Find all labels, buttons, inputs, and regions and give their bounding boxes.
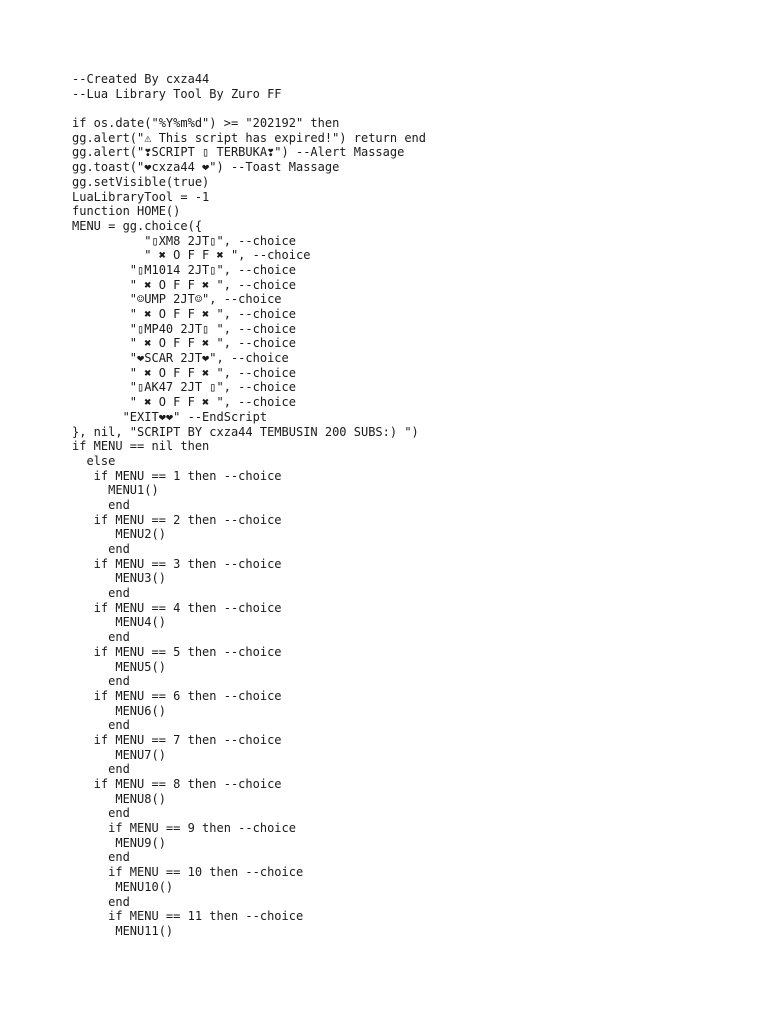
code-line: if MENU == 8 then --choice — [72, 777, 282, 791]
code-line: end — [72, 894, 130, 909]
code-line: "EXIT❤❤" --EndScript — [72, 409, 268, 424]
code-line: MENU4() — [72, 615, 166, 630]
code-line: end — [72, 497, 130, 512]
code-line: MENU11() — [72, 923, 174, 938]
code-line: gg.alert("⚠ This script has expired!") return end — [72, 130, 427, 145]
code-line: " ✖ O F F ✖ ", --choice — [72, 395, 296, 410]
code-line: MENU10() — [72, 879, 174, 894]
code-line: " ✖ O F F ✖ ", --choice — [72, 365, 296, 380]
code-line: if MENU == 6 then --choice — [72, 688, 282, 703]
code-line: "☺UMP 2JT☺", --choice — [72, 292, 282, 307]
code-line: MENU = gg.choice({ — [72, 218, 203, 233]
code-line: end — [72, 762, 130, 777]
code-line: " ✖ O F F ✖ ", --choice — [72, 248, 311, 263]
code-line: MENU1() — [72, 483, 159, 498]
code-line: if MENU == 4 then --choice — [72, 600, 282, 615]
code-line: end — [72, 718, 130, 733]
code-line: }, nil, "SCRIPT BY cxza44 TEMBUSIN 200 SUBS:) ") — [72, 424, 419, 439]
code-line: if MENU == 10 then --choice — [72, 865, 304, 880]
code-line: LuaLibraryTool = -1 — [72, 189, 210, 204]
code-line: gg.alert("❣SCRIPT ▯ TERBUKA❣") --Alert Massage — [72, 145, 405, 160]
code-line: gg.toast("❤cxza44 ❤") --Toast Massage — [72, 160, 340, 175]
code-line: MENU3() — [72, 571, 166, 586]
code-line: MENU2() — [72, 527, 166, 542]
code-line: MENU5() — [72, 659, 166, 674]
code-line: "▯MP40 2JT▯ ", --choice — [72, 321, 296, 336]
code-line: if MENU == 11 then --choice — [72, 909, 304, 924]
code-line: " ✖ O F F ✖ ", --choice — [72, 336, 296, 351]
code-line: "▯AK47 2JT ▯", --choice — [72, 380, 296, 395]
code-line: MENU6() — [72, 703, 166, 718]
code-line: "❤SCAR 2JT❤", --choice — [72, 351, 289, 366]
code-line: "▯XM8 2JT▯", --choice — [72, 233, 296, 248]
code-line: else — [72, 453, 116, 468]
code-line: --Created By cxza44 — [72, 72, 210, 86]
code-line: if MENU == 1 then --choice — [72, 468, 282, 483]
code-line: if MENU == 7 then --choice — [72, 732, 282, 747]
code-line: if MENU == nil then — [72, 439, 210, 454]
code-line: end — [72, 806, 130, 821]
code-line: MENU9() — [72, 835, 166, 850]
code-line: end — [72, 674, 130, 689]
code-line: MENU8() — [72, 791, 166, 806]
code-line: end — [72, 586, 130, 601]
code-line: if MENU == 9 then --choice — [72, 821, 296, 836]
code-line: MENU7() — [72, 747, 166, 762]
code-line: if MENU == 2 then --choice — [72, 512, 282, 527]
code-line: " ✖ O F F ✖ ", --choice — [72, 277, 296, 292]
code-line: gg.setVisible(true) — [72, 174, 210, 189]
code-line: function HOME() — [72, 204, 181, 219]
code-line — [72, 101, 426, 116]
code-line: --Lua Library Tool By Zuro FF — [72, 86, 282, 101]
code-line: end — [72, 542, 130, 556]
code-line: end — [72, 630, 130, 645]
code-line: " ✖ O F F ✖ ", --choice — [72, 307, 296, 321]
code-line: if MENU == 5 then --choice — [72, 644, 282, 659]
code-line: end — [72, 850, 130, 865]
code-line: if os.date("%Y%m%d") >= "202192" then — [72, 116, 340, 131]
code-line: "▯M1014 2JT▯", --choice — [72, 262, 296, 277]
code-listing — [72, 72, 426, 939]
code-line: if MENU == 3 then --choice — [72, 556, 282, 571]
